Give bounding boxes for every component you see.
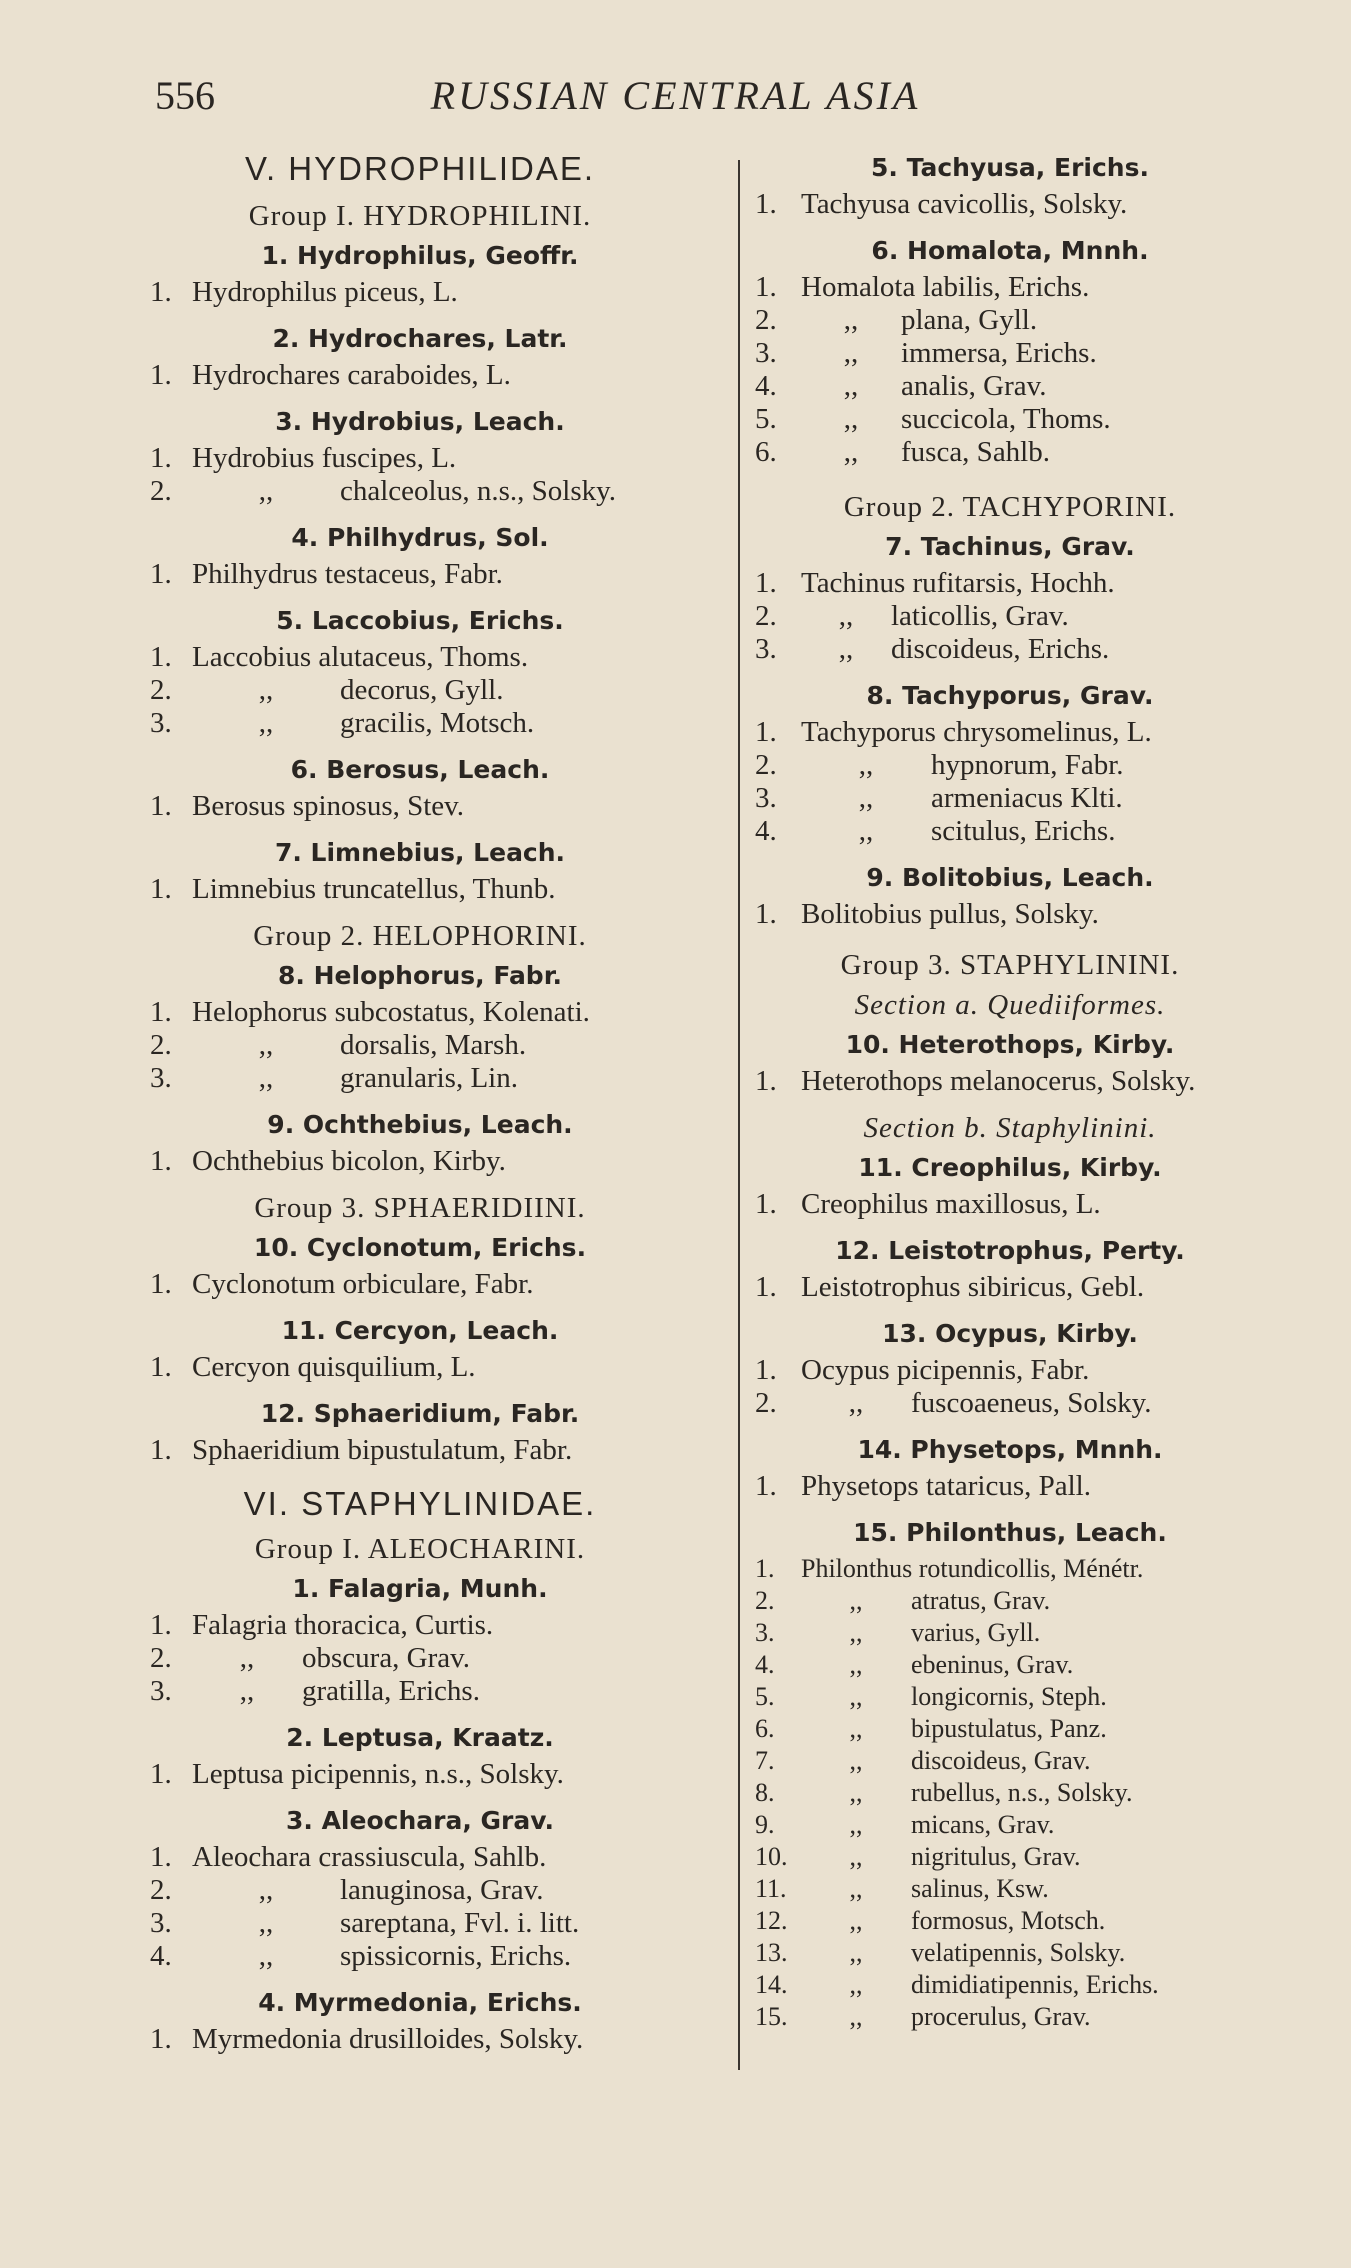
genus-heading: 11. Creophilus, Kirby. xyxy=(858,1153,1162,1182)
genus-heading: 3. Hydrobius, Leach. xyxy=(275,407,565,436)
species-entry: 1. Helophorus subcostatus, Kolenati. xyxy=(150,996,590,1028)
species-entry: 3. ,, granularis, Lin. xyxy=(150,1062,518,1094)
right-column xyxy=(755,148,1265,2033)
group-heading: Group 2. TACHYPORINI. xyxy=(843,491,1177,523)
genus-heading: 7. Tachinus, Grav. xyxy=(885,532,1135,561)
group-heading: Group 3. SPHAERIDIINI. xyxy=(254,1192,586,1224)
genus-heading: 5. Laccobius, Erichs. xyxy=(276,606,564,635)
left-column xyxy=(150,148,690,2056)
species-entry: 1. Aleochara crassiuscula, Sahlb. xyxy=(150,1841,547,1873)
species-entry: 3. ,, gratilla, Erichs. xyxy=(150,1675,480,1707)
genus-heading: 10. Heterothops, Kirby. xyxy=(845,1030,1175,1059)
genus-heading: 3. Aleochara, Grav. xyxy=(285,1806,554,1835)
species-entry: 1. Hydrobius fuscipes, L. xyxy=(150,442,457,474)
species-entry: 5. ,, longicornis, Steph. xyxy=(755,1682,1107,1711)
genus-heading: 4. Philhydrus, Sol. xyxy=(291,523,549,552)
species-entry: 1. Creophilus maxillosus, L. xyxy=(755,1188,1101,1220)
species-entry: 9. ,, micans, Grav. xyxy=(755,1810,1055,1839)
species-entry: 2. ,, lanuginosa, Grav. xyxy=(150,1874,544,1906)
species-entry: 3. ,, armeniacus Klti. xyxy=(755,782,1123,814)
column-divider xyxy=(738,160,740,2070)
species-entry: 1. Tachyusa cavicollis, Solsky. xyxy=(755,188,1128,220)
species-entry: 1. Limnebius truncatellus, Thunb. xyxy=(150,873,556,905)
species-entry: 1. Physetops tataricus, Pall. xyxy=(755,1470,1091,1502)
species-entry: 2. ,, plana, Gyll. xyxy=(755,304,1038,336)
group-heading: Group 2. HELOPHORINI. xyxy=(253,920,587,952)
genus-heading: 13. Ocypus, Kirby. xyxy=(882,1319,1138,1348)
species-entry: 4. ,, spissicornis, Erichs. xyxy=(150,1940,572,1972)
species-entry: 4. ,, scitulus, Erichs. xyxy=(755,815,1116,847)
species-entry: 1. Hydrochares caraboides, L. xyxy=(150,359,511,391)
section-heading: Section a. Quediiformes. xyxy=(854,989,1166,1021)
species-entry: 1. Falagria thoracica, Curtis. xyxy=(150,1609,494,1641)
species-entry: 3. ,, immersa, Erichs. xyxy=(755,337,1097,369)
species-entry: 2. ,, obscura, Grav. xyxy=(150,1642,471,1674)
species-entry: 3. ,, sareptana, Fvl. i. litt. xyxy=(150,1907,580,1939)
genus-heading: 2. Leptusa, Kraatz. xyxy=(286,1723,554,1752)
family-heading: V. HYDROPHILIDAE. xyxy=(244,150,596,187)
genus-heading: 12. Leistotrophus, Perty. xyxy=(835,1236,1185,1265)
genus-heading: 15. Philonthus, Leach. xyxy=(853,1518,1167,1547)
species-entry: 1. Ocypus picipennis, Fabr. xyxy=(755,1354,1090,1386)
group-heading: Group I. HYDROPHILINI. xyxy=(248,200,592,232)
genus-heading: 8. Tachyporus, Grav. xyxy=(866,681,1154,710)
page-header xyxy=(0,72,1351,122)
genus-heading: 14. Physetops, Mnnh. xyxy=(857,1435,1163,1464)
species-entry: 2. ,, atratus, Grav. xyxy=(755,1586,1051,1615)
genus-heading: 11. Cercyon, Leach. xyxy=(281,1316,559,1345)
running-title: RUSSIAN CENTRAL ASIA xyxy=(430,73,921,118)
species-entry: 12. ,, formosus, Motsch. xyxy=(755,1906,1106,1935)
species-entry: 1. Hydrophilus piceus, L. xyxy=(150,276,458,308)
genus-heading: 12. Sphaeridium, Fabr. xyxy=(260,1399,580,1428)
genus-heading: 6. Berosus, Leach. xyxy=(290,755,550,784)
species-entry: 1. Ochthebius bicolon, Kirby. xyxy=(150,1145,506,1177)
species-entry: 15. ,, procerulus, Grav. xyxy=(755,2002,1091,2031)
genus-heading: 8. Helophorus, Fabr. xyxy=(278,961,562,990)
species-entry: 1. Bolitobius pullus, Solsky. xyxy=(755,898,1099,930)
species-entry: 1. Laccobius alutaceus, Thoms. xyxy=(150,641,529,673)
section-heading: Section b. Staphylinini. xyxy=(863,1112,1157,1144)
genus-heading: 10. Cyclonotum, Erichs. xyxy=(253,1233,587,1262)
genus-heading: 9. Ochthebius, Leach. xyxy=(267,1110,573,1139)
species-entry: 1. Leptusa picipennis, n.s., Solsky. xyxy=(150,1758,564,1790)
genus-heading: 7. Limnebius, Leach. xyxy=(274,838,566,867)
genus-heading: 1. Hydrophilus, Geoffr. xyxy=(261,241,579,270)
species-entry: 3. ,, discoideus, Erichs. xyxy=(755,633,1110,665)
species-entry: 1. Berosus spinosus, Stev. xyxy=(150,790,465,822)
species-entry: 5. ,, succicola, Thoms. xyxy=(755,403,1111,435)
species-entry: 11. ,, salinus, Ksw. xyxy=(755,1874,1049,1903)
species-entry: 2. ,, decorus, Gyll. xyxy=(150,674,504,706)
species-entry: 1. Homalota labilis, Erichs. xyxy=(755,271,1090,303)
genus-heading: 2. Hydrochares, Latr. xyxy=(272,324,568,353)
species-entry: 14. ,, dimidiatipennis, Erichs. xyxy=(755,1970,1159,1999)
species-entry: 2. ,, chalceolus, n.s., Solsky. xyxy=(150,475,617,507)
group-heading: Group I. ALEOCHARINI. xyxy=(254,1533,586,1565)
species-entry: 1. Philhydrus testaceus, Fabr. xyxy=(150,558,503,590)
species-entry: 4. ,, ebeninus, Grav. xyxy=(755,1650,1074,1679)
philonthus-list xyxy=(755,1553,1265,2033)
species-entry: 1. Tachyporus chrysomelinus, L. xyxy=(755,716,1152,748)
species-entry: 1. Philonthus rotundicollis, Ménétr. xyxy=(755,1554,1144,1583)
species-entry: 2. ,, fuscoaeneus, Solsky. xyxy=(755,1387,1152,1419)
species-entry: 4. ,, analis, Grav. xyxy=(755,370,1047,402)
genus-heading: 4. Myrmedonia, Erichs. xyxy=(258,1988,582,2017)
species-entry: 1. Sphaeridium bipustulatum, Fabr. xyxy=(150,1434,573,1466)
species-entry: 13. ,, velatipennis, Solsky. xyxy=(755,1938,1126,1967)
genus-heading: 5. Tachyusa, Erichs. xyxy=(871,153,1149,182)
species-entry: 6. ,, bipustulatus, Panz. xyxy=(755,1714,1107,1743)
species-entry: 6. ,, fusca, Sahlb. xyxy=(755,436,1050,468)
species-entry: 2. ,, laticollis, Grav. xyxy=(755,600,1069,632)
group-heading: Group 3. STAPHYLININI. xyxy=(840,949,1180,981)
species-entry: 2. ,, hypnorum, Fabr. xyxy=(755,749,1124,781)
family-heading: VI. STAPHYLINIDAE. xyxy=(243,1485,597,1522)
page-number: 556 xyxy=(155,73,215,118)
species-entry: 8. ,, rubellus, n.s., Solsky. xyxy=(755,1778,1133,1807)
species-entry: 1. Tachinus rufitarsis, Hochh. xyxy=(755,567,1115,599)
species-entry: 1. Cercyon quisquilium, L. xyxy=(150,1351,476,1383)
species-entry: 2. ,, dorsalis, Marsh. xyxy=(150,1029,527,1061)
genus-heading: 6. Homalota, Mnnh. xyxy=(871,236,1149,265)
species-entry: 1. Heterothops melanocerus, Solsky. xyxy=(755,1065,1196,1097)
species-entry: 7. ,, discoideus, Grav. xyxy=(755,1746,1091,1775)
species-entry: 3. ,, gracilis, Motsch. xyxy=(150,707,535,739)
species-entry: 1. Myrmedonia drusilloides, Solsky. xyxy=(150,2023,584,2055)
genus-heading: 9. Bolitobius, Leach. xyxy=(866,863,1154,892)
species-entry: 1. Cyclonotum orbiculare, Fabr. xyxy=(150,1268,534,1300)
species-entry: 1. Leistotrophus sibiricus, Gebl. xyxy=(755,1271,1145,1303)
species-entry: 10. ,, nigritulus, Grav. xyxy=(755,1842,1081,1871)
genus-heading: 1. Falagria, Munh. xyxy=(292,1574,548,1603)
species-entry: 3. ,, varius, Gyll. xyxy=(755,1618,1041,1647)
